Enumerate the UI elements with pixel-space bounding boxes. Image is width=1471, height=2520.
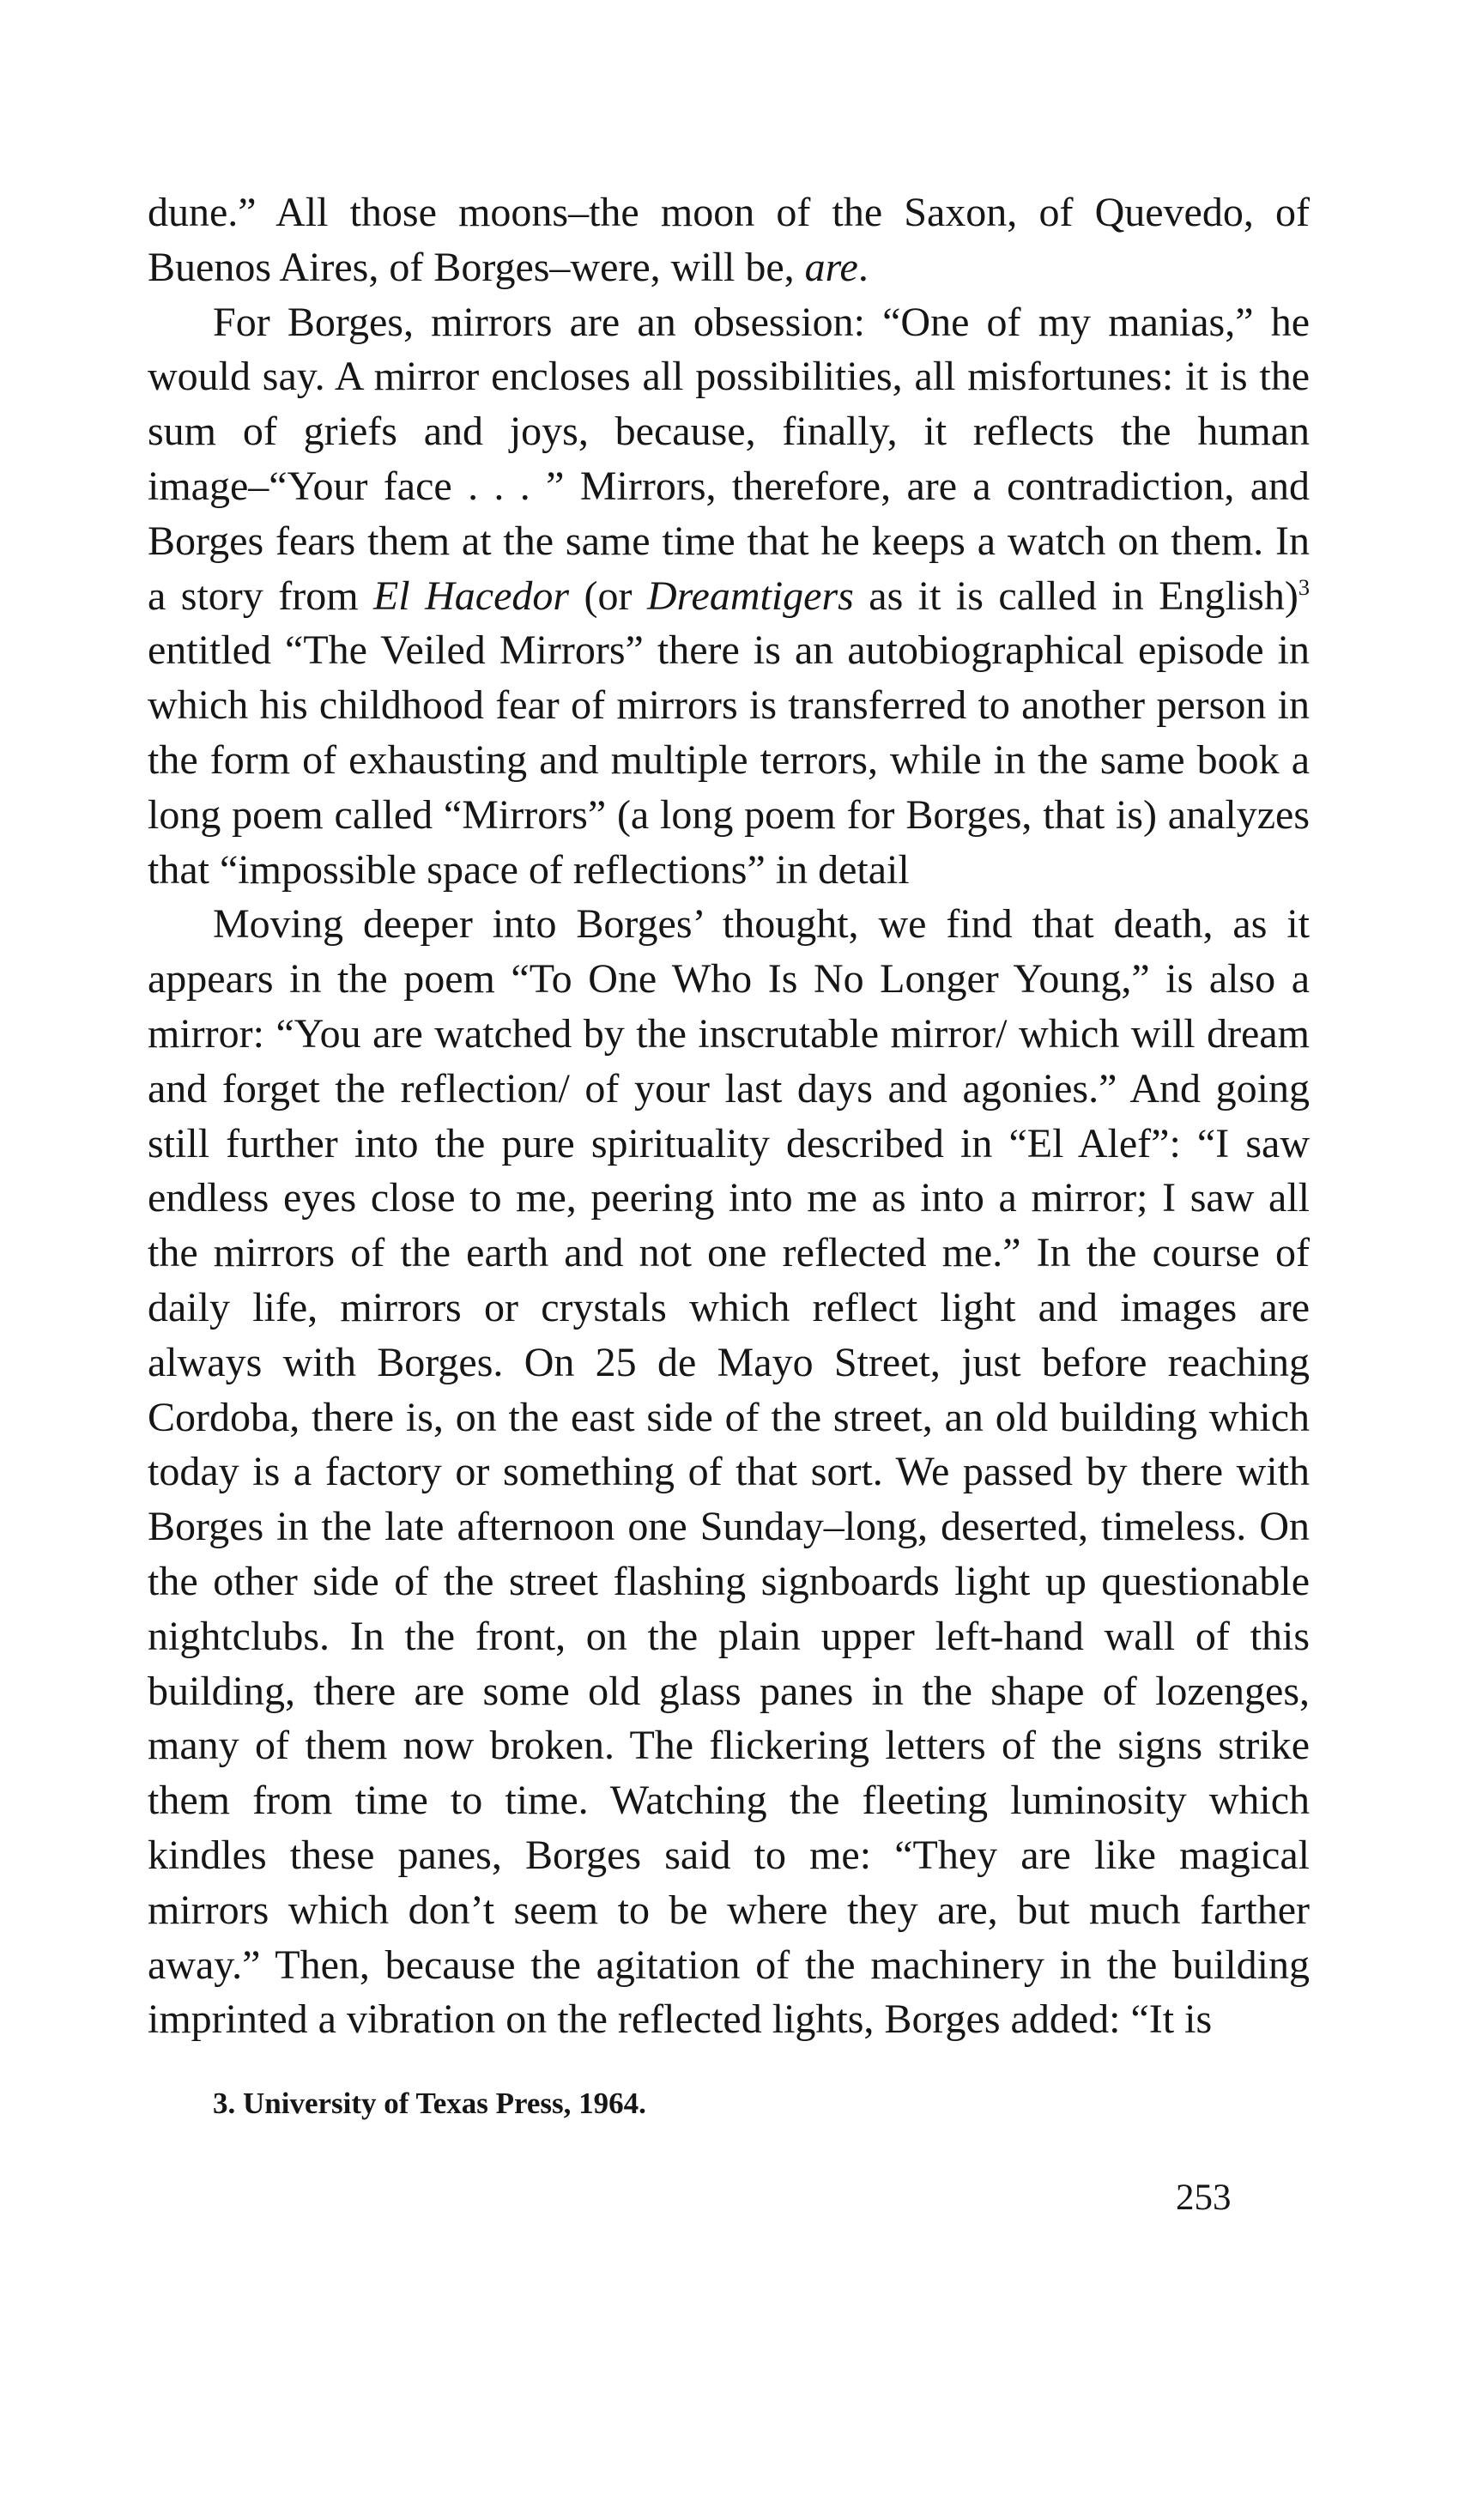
paragraph-2-text-a: For Borges, mirrors are an obsession: “One of my manias,” he would say. A mirror encloses all possibilities, all misfortunes: it is the sum of griefs and joys, because, finally, it reflects the human image–“Your face . . . ” Mirrors, therefore, are a contradiction, and Borges fears them at the same time that he keeps a watch on them. In a story from [148, 299, 1310, 619]
footnote-marker: 3 [1298, 573, 1311, 600]
page-number: 253 [1176, 2178, 1232, 2218]
paragraph-3 [148, 897, 1310, 2047]
paragraph-3-text: Moving deeper into Borges’ thought, we find that death, as it appears in the poem “To One Who Is No Longer Young,” is also a mirror: “You are watched by the inscrutable mirror/ which will dream and forget the reflection/ of your last days and agonies.” And going still further into the pure spirituality described in “El Alef”: “I saw endless eyes close to me, peering into me as into a mirror; I saw all the mirrors of the earth and not one reflected me.” In the course of daily life, mirrors or crystals which reflect light and images are always with Borges. On 25 de Mayo Street, just before reaching Cordoba, there is, on the east side of the street, an old building which today is a factory or something of that sort. We passed by there with Borges in the late afternoon one Sunday–long, deserted, timeless. On the other side of the street flashing signboards light up questionable nightclubs. In the front, on the plain upper left-hand wall of this building, there are some old glass panes in the shape of lozenges, many of them now broken. The flickering letters of the signs strike them from time to time. Watching the fleeting luminosity which kindles these panes, Borges said to me: “They are like magical mirrors which don’t seem to be where they are, but much farther away.” Then, because the agitation of the machinery in the building imprinted a vibration on the reflected lights, Borges added: “It is [148, 901, 1310, 2043]
italic-el-hacedor: El Hacedor [372, 572, 570, 619]
italic-are: are [804, 244, 858, 290]
paragraph-2-text-c: as it is called in English) [853, 572, 1298, 619]
body-text [148, 185, 1310, 2047]
paragraph-1 [148, 185, 1310, 295]
paragraph-2 [148, 295, 1310, 898]
paragraph-2-text-b: (or [569, 572, 647, 619]
paragraph-2-text-d: entitled “The Veiled Mirrors” there is an autobiographical episode in which his childhood fear of mirrors is transferred to another person in the form of exhausting and multiple terrors, while in the same book a long poem called “Mirrors” (a long poem for Borges, that is) analyzes that “impossible space of reflections” in detail [148, 627, 1310, 893]
paragraph-1-text: dune.” All those moons–the moon of the Saxon, of Quevedo, of Buenos Aires, of Borges–were, will be, [148, 190, 1310, 290]
paragraph-1-end: . [857, 244, 869, 290]
italic-dreamtigers: Dreamtigers [646, 572, 854, 619]
footnote: 3. University of Texas Press, 1964. [213, 2087, 646, 2120]
